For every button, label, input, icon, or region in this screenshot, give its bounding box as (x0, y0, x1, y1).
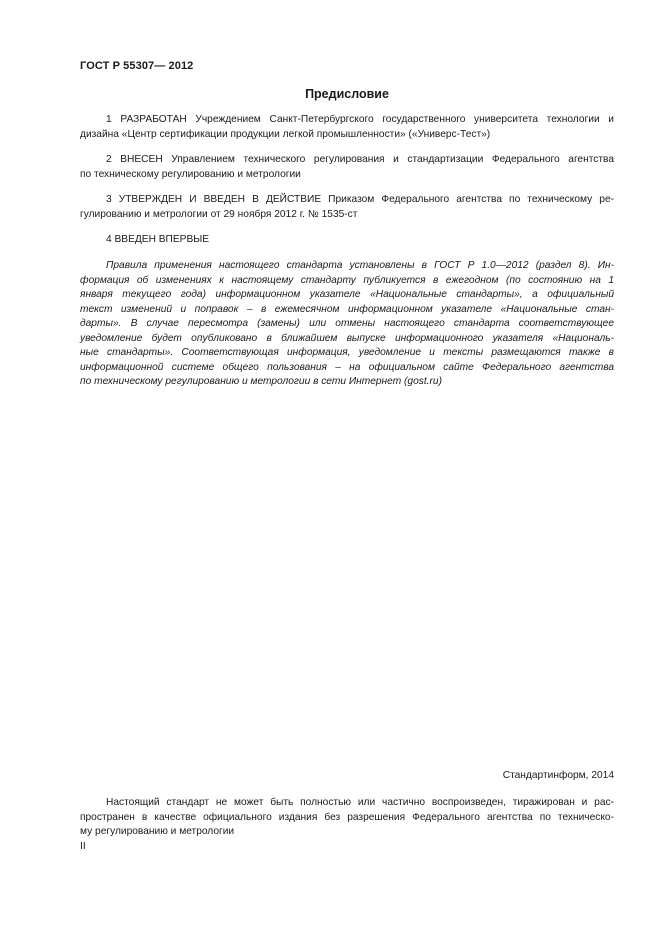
text-line: 3 УТВЕРЖДЕН И ВВЕДЕН В ДЕЙСТВИЕ Приказом Федерального агентства по техническому ре- (106, 194, 614, 205)
text-line: января текущего года) информационном указателе «Национальные стандарты», а официальный (80, 289, 614, 300)
publisher-line: Стандартинформ, 2014 (502, 770, 614, 781)
text-line: Настоящий стандарт не может быть полностью или частично воспроизведен, тиражирован и рас- (106, 797, 614, 808)
document-id: ГОСТ Р 55307— 2012 (80, 60, 194, 72)
text-line: гулированию и метрологии от 29 ноября 2012 г. № 1535-ст (80, 208, 358, 220)
text-line: формация об изменениях к настоящему стандарту публикуется в ежегодном (по состоянию на 1 (80, 274, 614, 286)
page-title: Предисловие (305, 87, 389, 101)
text-line: дарты». В случае пересмотра (замены) или отмены настоящего стандарта соответствующее (80, 318, 614, 329)
text-line: ные стандарты». Соответствующая информация, уведомление и тексты размещаются также в (80, 347, 614, 358)
foreword-item-3 (80, 193, 614, 222)
text-line: му регулированию и метрологии (80, 826, 235, 837)
notice-paragraph (80, 259, 614, 390)
text-line: текст изменений и поправок – в ежемесячном информационном указателе «Национальные стан- (80, 303, 614, 315)
foreword-item-4 (80, 233, 614, 248)
text-line: пространен в качестве официального издания без разрешения Федерального агентства по техническо- (80, 811, 614, 823)
text-line: дизайна «Центр сертификации продукции легкой промышленности» («Универс-Тест») (80, 128, 491, 140)
text-line: Правила применения настоящего стандарта установлены в ГОСТ Р 1.0—2012 (раздел 8). Ин- (106, 260, 614, 271)
text-line: 1 РАЗРАБОТАН Учреждением Санкт-Петербургского государственного университета технологии и (106, 114, 614, 125)
text-line: уведомление будет опубликовано в ближайшем выпуске информационного указателя «Националь- (80, 332, 614, 344)
text-line: по техническому регулированию и метрологии в сети Интернет (gost.ru) (80, 376, 442, 387)
copyright-notice (80, 796, 614, 840)
text-line: по техническому регулированию и метрологии (80, 168, 301, 180)
text-line: информационной системе общего пользования – на официальном сайте Федерального агентства (80, 361, 614, 373)
text-line: 2 ВНЕСЕН Управлением технического регулирования и стандартизации Федерального агентства (106, 154, 614, 165)
foreword-item-1 (80, 113, 614, 142)
page-number: II (80, 841, 86, 852)
text-line: 4 ВВЕДЕН ВПЕРВЫЕ (106, 234, 210, 245)
foreword-item-2 (80, 153, 614, 182)
